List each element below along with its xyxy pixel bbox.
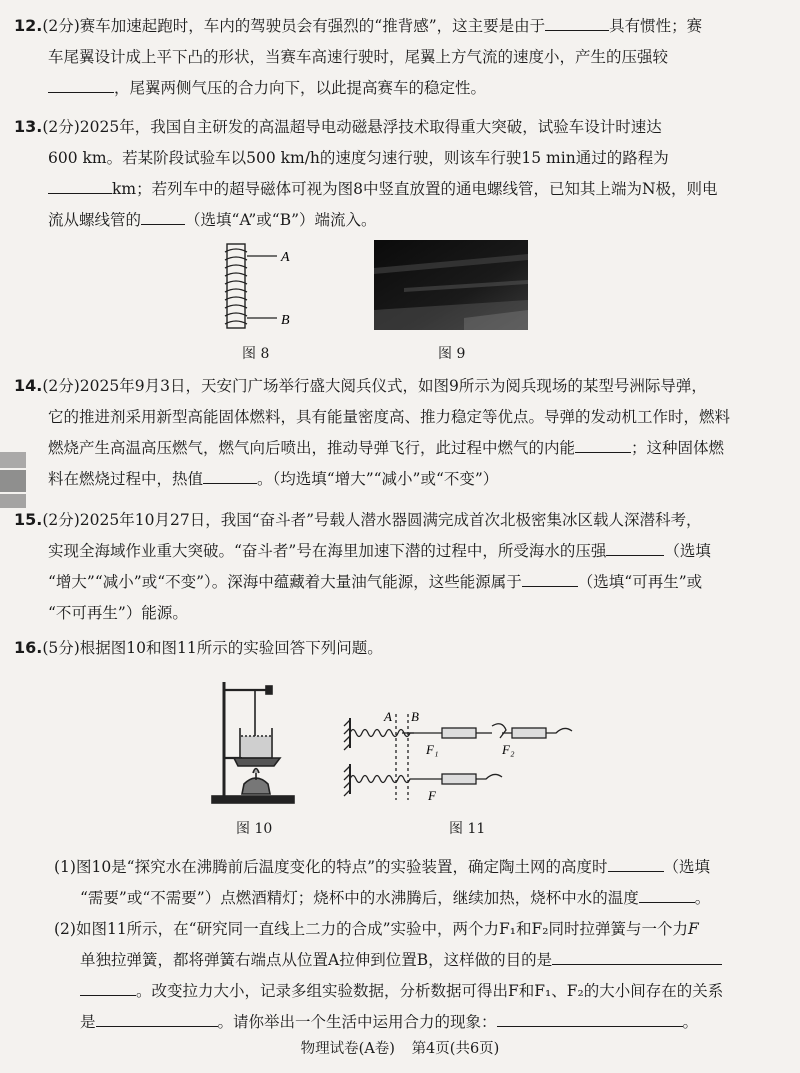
force-f-label: F	[428, 788, 436, 803]
figure-11-spring-experiment	[342, 708, 574, 808]
question-text: 车尾翼设计成上平下凸的形状，当赛车高速行驶时，尾翼上方气流的速度小，产生的压强较	[48, 48, 669, 66]
answer-blank[interactable]	[497, 1009, 683, 1027]
question-text: （选填“A”或“B”）端流入。	[185, 211, 377, 229]
question-text: km；若列车中的超导磁体可视为图8中竖直放置的通电螺线管，已知其上端为N极，则电	[112, 180, 718, 198]
question-text: 它的推进剂采用新型高能固体燃料，具有能量密度高、推力稳定等优点。导弹的发动机工作时，燃料	[48, 408, 731, 426]
force-f2-label: F₂	[502, 742, 515, 757]
question-text: 600 km。若某阶段试验车以500 km/h的速度匀速行驶，则该车行驶15 min通过的路程为	[48, 149, 669, 167]
question-text: 燃烧产生高温高压燃气，燃气向后喷出，推动导弹飞行，此过程中燃气的内能	[48, 439, 576, 457]
question-text: 料在燃烧过程中，热值	[48, 470, 204, 488]
spring-scale-f2	[512, 728, 546, 738]
figure-10-caption: 图 10	[236, 821, 273, 837]
position-a-label: A	[384, 709, 392, 724]
question-15	[14, 504, 778, 629]
footer-page-number: 第4页(共6页)	[411, 1041, 500, 1057]
wire-gauze	[234, 758, 280, 766]
spring-scale-f	[442, 774, 476, 784]
stand-base	[212, 796, 294, 803]
question-text: 具有惯性；赛	[609, 17, 703, 35]
question-text: “不可再生”）能源。	[48, 604, 188, 622]
answer-blank[interactable]	[48, 176, 112, 194]
force-f1-label: F₁	[426, 742, 439, 757]
question-text: “需要”或“不需要”）点燃酒精灯；烧杯中的水沸腾后，继续加热，烧杯中水的温度	[80, 889, 639, 907]
question-text: 流从螺线管的	[48, 211, 142, 229]
question-text: (2分)2025年，我国自主研发的高温超导电动磁悬浮技术取得重大突破，试验车设计时速达	[42, 118, 662, 136]
question-number: 12.	[14, 16, 43, 35]
question-text: (2分)2025年9月3日，天安门广场举行盛大阅兵仪式，如图9所示为阅兵现场的某型号洲际导弹，	[42, 377, 707, 395]
footer-subject: 物理试卷(A卷)	[300, 1041, 395, 1057]
figure-8-solenoid	[215, 238, 305, 334]
answer-blank[interactable]	[141, 207, 185, 225]
question-12	[14, 10, 778, 104]
question-text: 。	[694, 889, 711, 907]
question-text: (2分)赛车加速起跑时，车内的驾驶员会有强烈的“推背感”，这主要是由于	[42, 17, 546, 35]
question-text: (2)如图11所示，在“研究同一直线上二力的合成”实验中，两个力F₁和F₂同时拉弹簧与一个力	[54, 920, 688, 938]
question-text: 。请你举出一个生活中运用合力的现象：	[217, 1013, 497, 1031]
answer-blank[interactable]	[96, 1009, 218, 1027]
question-number: 15.	[14, 510, 43, 529]
question-number: 13.	[14, 117, 43, 136]
answer-blank[interactable]	[48, 75, 114, 93]
question-text: (2分)2025年10月27日，我国“奋斗者”号载人潜水器圆满完成首次北极密集冰区载人深潜科考，	[42, 511, 702, 529]
question-text: （选填	[664, 542, 711, 560]
question-text: (1)图10是“探究水在沸腾前后温度变化的特点”的实验装置，确定陶土网的高度时	[54, 858, 608, 876]
question-text: 。	[682, 1013, 699, 1031]
question-16	[14, 632, 778, 664]
page-footer	[0, 1037, 800, 1058]
question-text: F	[687, 920, 699, 938]
answer-blank[interactable]	[203, 466, 257, 484]
figure-9-photo	[374, 240, 528, 330]
terminal-b-label: B	[281, 313, 290, 328]
question-text: （选填	[663, 858, 711, 876]
question-text: (5分)根据图10和图11所示的实验回答下列问题。	[42, 639, 383, 657]
answer-blank[interactable]	[545, 13, 609, 31]
question-14	[14, 370, 778, 495]
answer-blank[interactable]	[575, 435, 631, 453]
question-number: 16.	[14, 638, 43, 657]
answer-blank[interactable]	[639, 885, 695, 903]
spring-scale-f1	[442, 728, 476, 738]
figure-11-caption: 图 11	[449, 821, 486, 837]
question-text: “增大”“减小”或“不变”）。深海中蕴藏着大量油气能源，这些能源属于	[48, 573, 522, 591]
answer-blank[interactable]	[552, 947, 722, 965]
answer-blank[interactable]	[608, 854, 664, 872]
solenoid-coil	[225, 249, 247, 324]
question-text: 。（均选填“增大”“减小”或“不变”）	[257, 470, 499, 488]
question-text: ；这种固体燃	[631, 439, 725, 457]
question-text: 。改变拉力大小，记录多组实验数据，分析数据可得出F和F₁、F₂的大小间存在的关系	[136, 982, 724, 1000]
terminal-a-label: A	[281, 250, 290, 265]
spring-bottom	[350, 776, 414, 783]
position-b-label: B	[411, 709, 419, 724]
answer-blank[interactable]	[606, 538, 664, 556]
figure-9-caption: 图 9	[438, 346, 466, 362]
question-text: （选填“可再生”或	[577, 573, 703, 591]
question-text: 是	[80, 1013, 96, 1031]
question-number: 14.	[14, 376, 43, 395]
figure-10-boiling-apparatus	[208, 676, 298, 806]
alcohol-lamp	[242, 778, 270, 794]
answer-blank[interactable]	[522, 569, 578, 587]
figure-8-caption: 图 8	[242, 346, 270, 362]
question-16-parts	[14, 852, 778, 1038]
question-text: 单独拉弹簧，都将弹簧右端点从位置A拉伸到位置B，这样做的目的是	[80, 951, 553, 969]
question-text: 实现全海域作业重大突破。“奋斗者”号在海里加速下潜的过程中，所受海水的压强	[48, 542, 607, 560]
question-text: ，尾翼两侧气压的合力向下，以此提高赛车的稳定性。	[114, 79, 487, 97]
answer-blank[interactable]	[80, 978, 136, 996]
question-13	[14, 111, 778, 236]
